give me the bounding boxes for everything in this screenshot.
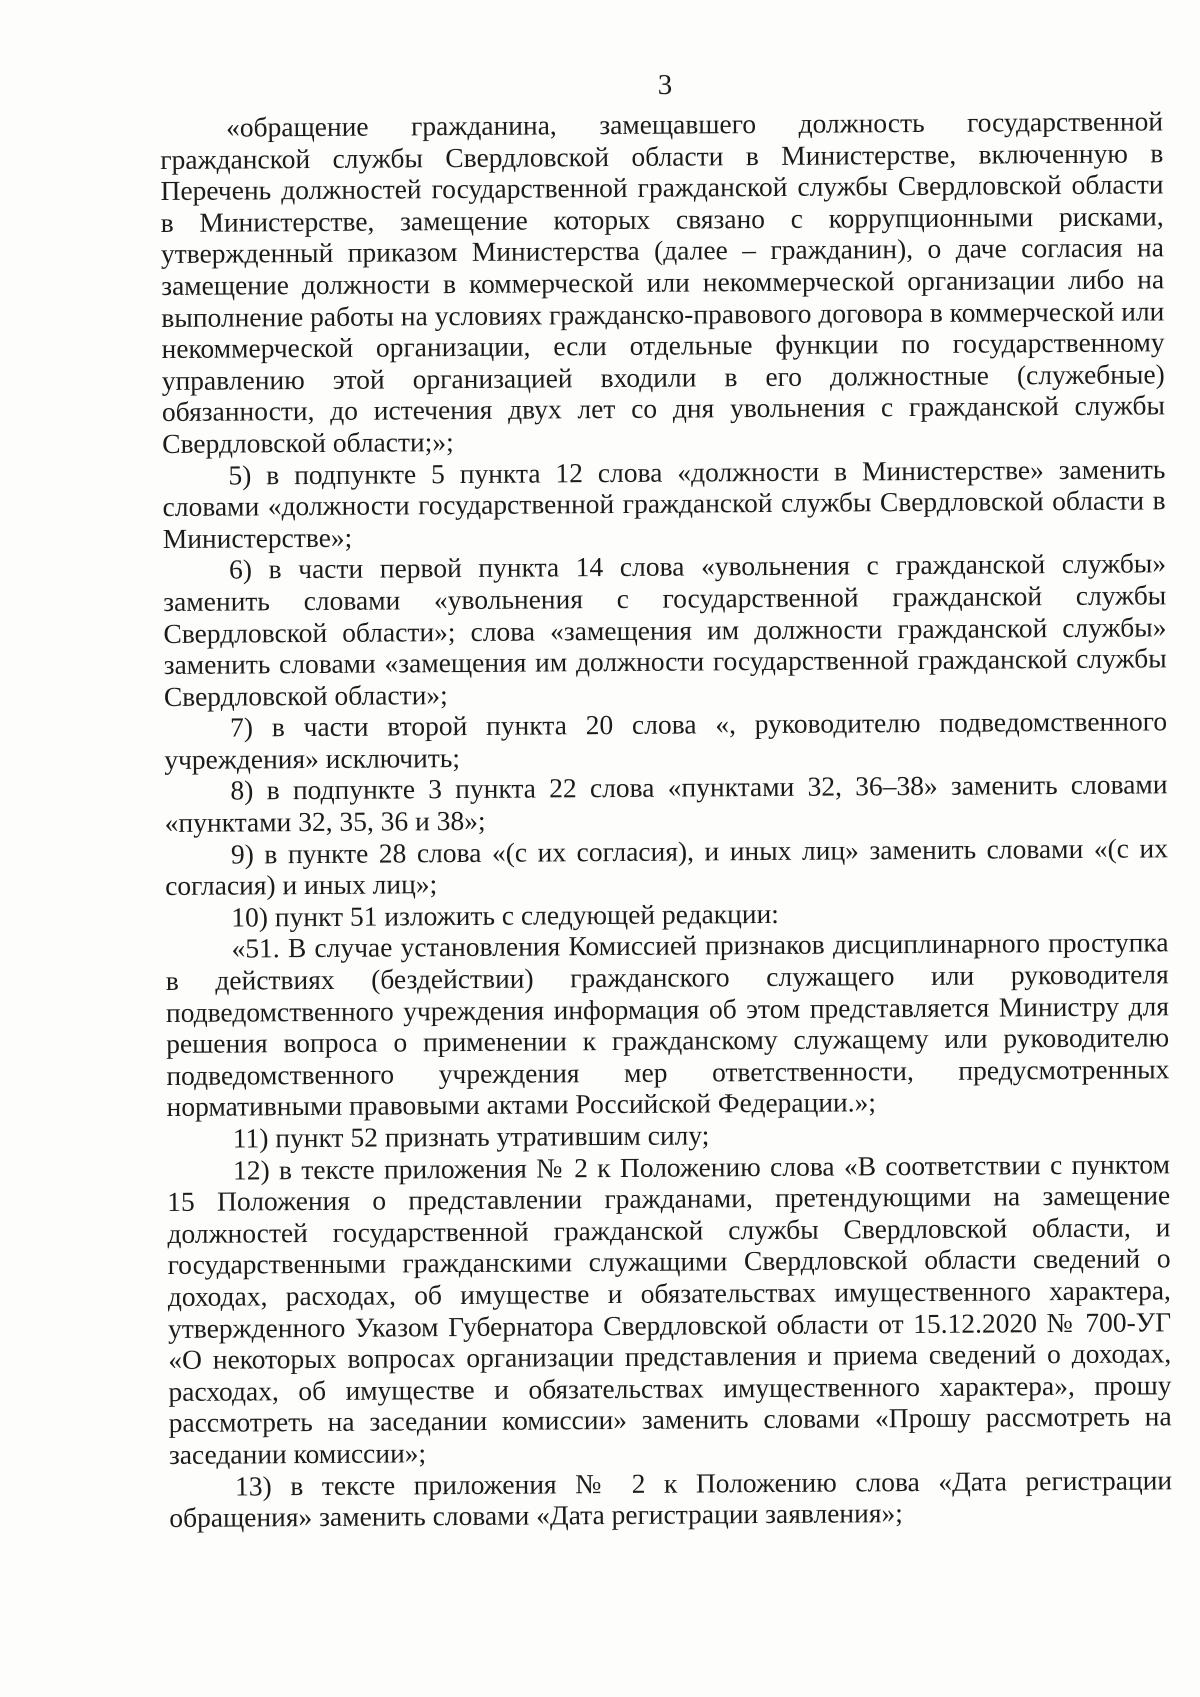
paragraph-item-8: 8) в подпункте 3 пункта 22 слова «пунктами 32, 36–38» заменить словами «пунктами 32, 35, 36 и 38»;: [164, 768, 1168, 839]
page-number: 3: [657, 69, 673, 101]
paragraph-point-51-text: «51. В случае установления Комиссией признаков дисциплинарного проступка в действиях (бездействии) гражданского служащего или руководителя подведомственного учреждения информация об этом представляется Министру для решения вопроса о применении к гражданскому служащему или руководителю подведомственного учреждения мер ответственности, предусмотренных нормативными правовыми актами Российской Федерации.»;: [165, 926, 1170, 1123]
paragraph-item-6: 6) в части первой пункта 14 слова «увольнения с гражданской службы» заменить словами «увольнения с государственной гражданской службы Свердловской области»; слова «замещения им должности гражданской службы» заменить словами «замещения им должности государственной гражданской службы Свердловской области»;: [163, 547, 1167, 712]
paragraph-item-9: 9) в пункте 28 слова «(с их согласия), и иных лиц» заменить словами «(с их согласия) и иных лиц»;: [165, 831, 1169, 902]
paragraph-item-10: 10) пункт 51 изложить с следующей редакции:: [231, 897, 779, 933]
paragraph-item-13: 13) в тексте приложения № 2 к Положению слова «Дата регистрации обращения» заменить словами «Дата регистрации заявления»;: [169, 1463, 1173, 1534]
paragraph-item-5: 5) в подпункте 5 пункта 12 слова «должности в Министерстве» заменить словами «должности государственной гражданской службы Свердловской области в Министерстве»;: [162, 452, 1166, 554]
paragraph-item-7: 7) в части второй пункта 20 слова «, руководителю подведомственного учреждения» исключить;: [164, 705, 1168, 775]
paragraph-item-12: 12) в тексте приложения № 2 к Положению слова «В соответствии с пунктом 15 Положения о представлении гражданами, претендующими на замещение должностей государственной гражданской службы Свердловской области, и государственными гражданскими служащими Свердловской области сведений о доходах, расходах, об имуществе и обязательствах имущественного характера, утвержденного Указом Губернатора Свердловской области от 15.12.2020 № 700-УГ «О некоторых вопросах организации представления и приема сведений о доходах, расходах, об имуществе и обязательствах имущественного характера», прошу рассмотреть на заседании комиссии» заменить словами «Прошу рассмотреть на заседании комиссии»;: [167, 1147, 1172, 1470]
document-body: [160, 105, 1172, 1533]
paragraph-item-11: 11) пункт 52 признать утратившим силу;: [232, 1119, 710, 1154]
paragraph-appeal-definition: «обращение гражданина, замещавшего должность государственной гражданской службы Свердловской области в Министерстве, включенную в Перечень должностей государственной гражданской службы Свердловской области в Министерстве, замещение которых связано с коррупционными рисками, утвержденный приказом Министерства (далее – гражданин), о даче согласия на замещение должности в коммерческой или некоммерческой организации либо на выполнение работы на условиях гражданско-правового договора в коммерческой или некоммерческой организации, если отдельные функции по государственному управлению этой организацией входили в его должностные (служебные) обязанности, до истечения двух лет со дня увольнения с гражданской службы Свердловской области;»;: [160, 105, 1166, 459]
